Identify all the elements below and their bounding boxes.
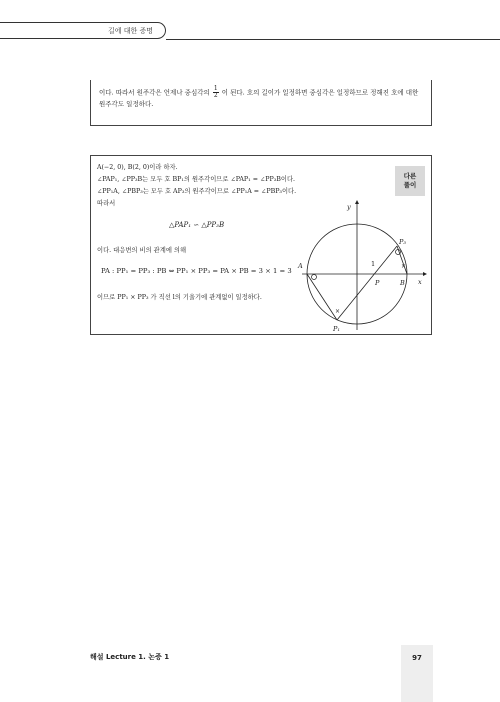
previous-line-2: 원주각도 일정하다. (99, 100, 154, 108)
fraction-denominator: 2 (213, 92, 218, 99)
label-p: P (375, 279, 380, 287)
angle-mark-p3 (396, 250, 401, 255)
badge-line-1: 다른 (403, 172, 417, 180)
label-p3: P₃ (399, 238, 406, 246)
solution-line-6: 이므로 PP₁ × PP₃ 가 직선 l의 기울기에 관계없이 일정하다. (97, 294, 262, 301)
footer-lecture-title: 해설 Lecture 1. 논증 1 (90, 653, 170, 661)
similarity-statement: △PAP₁ ∽ △PP₃B (169, 221, 225, 229)
chapter-header-tab (0, 22, 166, 39)
label-length-one: 1 (371, 260, 376, 268)
solution-line-5: 이다. 대응변의 비의 관계에 의해 (97, 247, 187, 254)
header-rule (166, 39, 500, 40)
one-half-fraction (213, 86, 219, 99)
label-a: A (298, 262, 303, 270)
chapter-header-title: 길에 대한 증명 (107, 26, 153, 35)
page-number-tab (401, 645, 433, 702)
label-y: y (347, 203, 351, 211)
alternative-solution-box (90, 155, 432, 335)
fraction-numerator: 1 (213, 85, 218, 92)
label-x: x (418, 278, 422, 286)
page-number: 97 (412, 654, 422, 662)
y-axis-arrow (355, 200, 359, 204)
angle-mark-b: × (401, 263, 407, 270)
previous-line-1-end: 이 된다. 호의 길이가 일정하면 중심각은 일정하므로 정해진 호에 대한 (221, 88, 419, 97)
label-p1: P₁ (333, 325, 340, 332)
circle-diagram (297, 200, 427, 332)
previous-line-1-start: 이다. 따라서 원주각은 언제나 중심각의 (99, 88, 210, 97)
solution-line-3: ∠PP₁A, ∠PBP₃는 모두 호 AP₃의 원주각이므로 ∠PP₁A = ∠PBP₃이다. (97, 188, 297, 195)
solution-line-2: ∠PAP₁, ∠PP₃B는 모두 호 BP₁의 원주각이므로 ∠PAP₁ = ∠PP₃B이다. (97, 176, 296, 183)
line-p3-p1 (337, 246, 397, 320)
segment-a-p1 (307, 274, 337, 320)
ratio-equation: PA : PP₁ = PP₃ : PB ⇔ PP₁ × PP₃ = PA × PB = 3 × 1 = 3 (101, 267, 292, 275)
solution-line-4: 따라서 (97, 200, 116, 207)
angle-mark-p1: × (335, 308, 341, 315)
previous-solution-box (90, 80, 432, 126)
previous-line-1 (99, 86, 423, 99)
alternative-solution-badge (395, 166, 425, 196)
badge-line-2: 풀이 (403, 180, 417, 189)
solution-line-1: A(−2, 0), B(2, 0)이라 하자. (97, 164, 178, 171)
x-axis-arrow (423, 272, 427, 276)
angle-mark-a (312, 275, 317, 280)
label-b: B (400, 279, 405, 287)
